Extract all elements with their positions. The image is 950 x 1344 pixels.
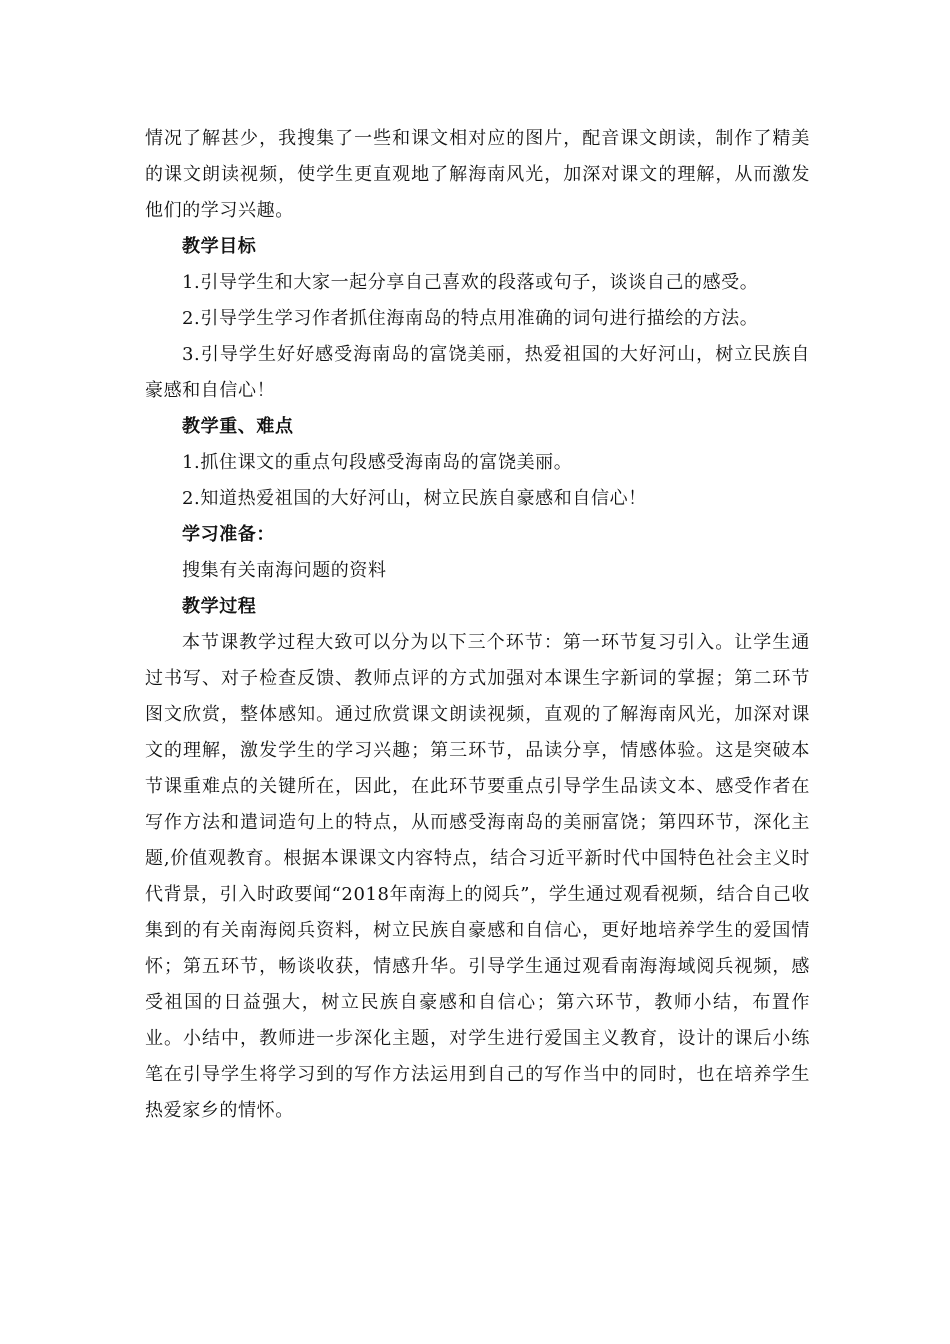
- preparation-heading: 学习准备：: [182, 524, 275, 545]
- objective-item-3: 3.引导学生好好感受海南岛的富饶美丽，热爱祖国的大好河山，树立民族自豪感和自信心！: [145, 344, 810, 401]
- key-point-item-2: 2.知道热爱祖国的大好河山，树立民族自豪感和自信心！: [182, 488, 647, 509]
- process-heading: 教学过程: [182, 596, 257, 617]
- objective-item-2: 2.引导学生学习作者抓住海南岛的特点用准确的词句进行描绘的方法。: [182, 308, 759, 329]
- intro-paragraph: 情况了解甚少，我搜集了一些和课文相对应的图片，配音课文朗读，制作了精美的课文朗读视频，使学生更直观地了解海南风光，加深对课文的理解，从而激发他们的学习兴趣。: [145, 128, 810, 221]
- document-page: [145, 121, 810, 1129]
- key-points-heading: 教学重、难点: [182, 416, 294, 437]
- key-point-item-1: 1.抓住课文的重点句段感受海南岛的富饶美丽。: [182, 452, 573, 473]
- process-paragraph: 本节课教学过程大致可以分为以下三个环节：第一环节复习引入。让学生通过书写、对子检查反馈、教师点评的方式加强对本课生字新词的掌握；第二环节图文欣赏，整体感知。通过欣赏课文朗读视频，直观的了解海南风光，加深对课文的理解，激发学生的学习兴趣；第三环节，品读分享，情感体验。这是突破本节课重难点的关键所在，因此，在此环节要重点引导学生品读文本、感受作者在写作方法和遣词造句上的特点，从而感受海南岛的美丽富饶；第四环节，深化主题,价值观教育。根据本课课文内容特点，结合习近平新时代中国特色社会主义时代背景，引入时政要闻“2018年南海上的阅兵”，学生通过观看视频，结合自己收集到的有关南海阅兵资料，树立民族自豪感和自信心，更好地培养学生的爱国情怀；第五环节，畅谈收获，情感升华。引导学生通过观看南海海域阅兵视频，感受祖国的日益强大，树立民族自豪感和自信心；第六环节，教师小结，布置作业。小结中，教师进一步深化主题，对学生进行爱国主义教育，设计的课后小练笔在引导学生将学习到的写作方法运用到自己的写作当中的同时，也在培养学生热爱家乡的情怀。: [145, 632, 810, 1121]
- objective-item-1: 1.引导学生和大家一起分享自己喜欢的段落或句子，谈谈自己的感受。: [182, 272, 759, 293]
- objectives-heading: 教学目标: [182, 236, 257, 257]
- preparation-text: 搜集有关南海问题的资料: [182, 560, 387, 581]
